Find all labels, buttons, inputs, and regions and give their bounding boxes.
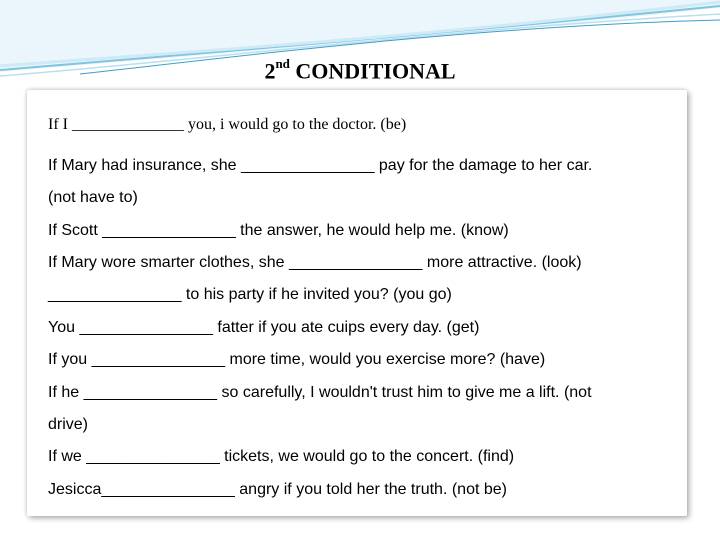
exercise-line-2: If Mary had insurance, she _______________ pay for the damage to her car. (48, 157, 593, 174)
exercise-line-4: If Mary wore smarter clothes, she _______________ more attractive. (look) (48, 254, 582, 271)
exercise-line-3: If Scott _______________ the answer, he would help me. (know) (48, 222, 509, 239)
page-title (0, 58, 720, 84)
title-ordinal-suffix: nd (275, 56, 290, 71)
exercise-line-2-continued: (not have to) (48, 189, 138, 206)
exercise-line-7: If you _______________ more time, would you exercise more? (have) (48, 351, 546, 368)
title-text: CONDITIONAL (289, 58, 456, 84)
exercise-line-9: If we _______________ tickets, we would go to the concert. (find) (48, 448, 515, 465)
exercise-line-8-continued: drive) (48, 416, 89, 433)
exercise-line-10: Jesicca_______________ angry if you told her the truth. (not be) (48, 481, 507, 498)
exercise-line-5: _______________ to his party if he invited you? (you go) (48, 286, 452, 303)
title-number: 2 (264, 58, 276, 84)
exercise-line-8: If he _______________ so carefully, I wouldn't trust him to give me a lift. (not (48, 384, 592, 401)
exercise-line-6: You _______________ fatter if you ate cuips every day. (get) (48, 319, 480, 336)
exercise-line-1: If I ______________ you, i would go to the doctor. (be) (48, 116, 407, 133)
